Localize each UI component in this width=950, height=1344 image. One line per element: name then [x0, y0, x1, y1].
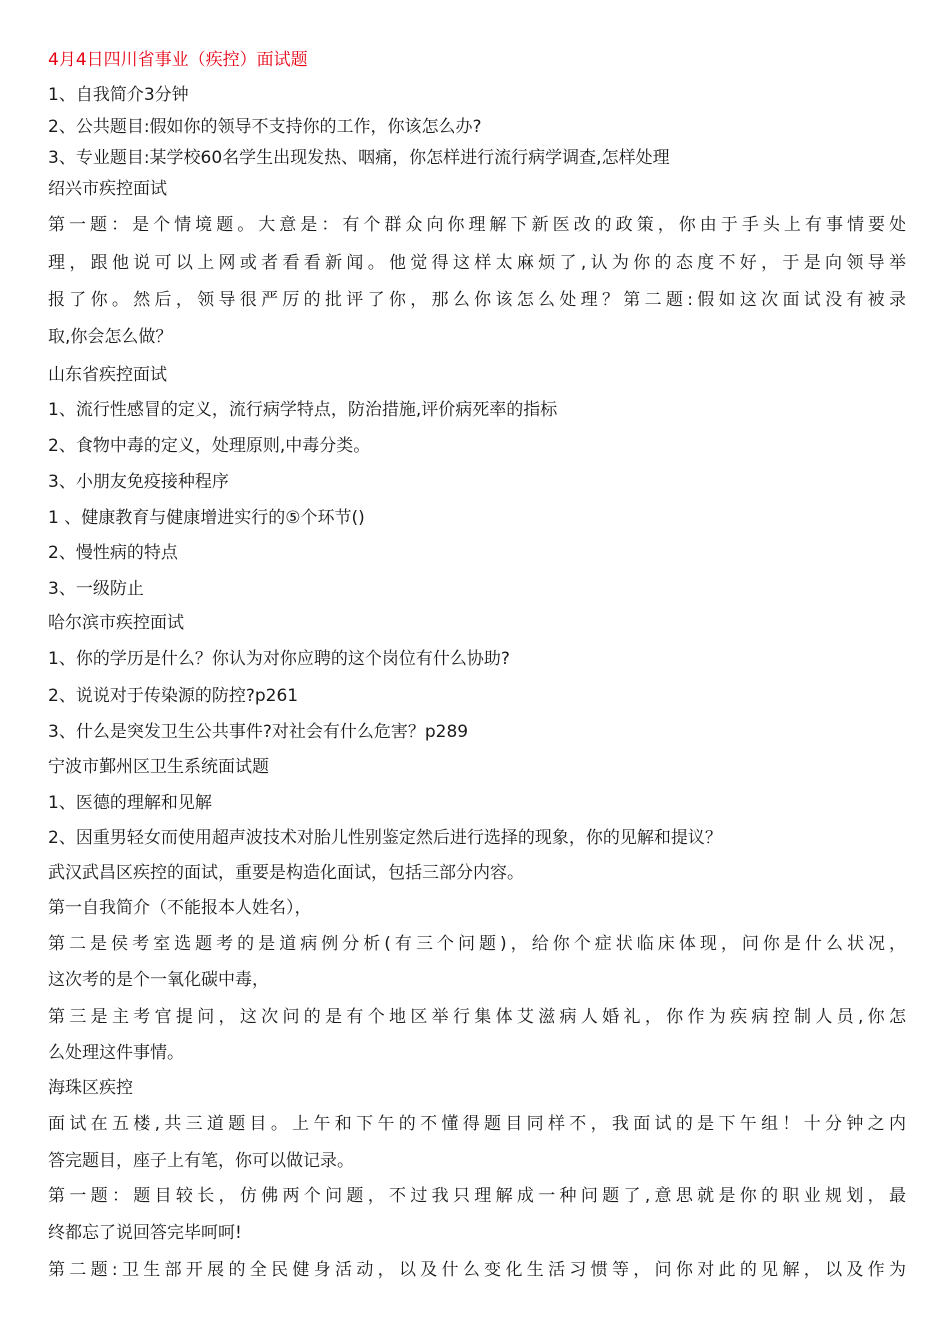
document-title: 4月4日四川省事业（疾控）面试题	[48, 50, 308, 70]
section-heading: 宁波市鄞州区卫生系统面试题	[48, 757, 269, 777]
text-line: 理，跟他说可以上网或者看看新闻。他觉得这样太麻烦了,认为你的态度不好，于是向领导举	[48, 253, 906, 273]
text-line: 3、一级防止	[48, 579, 144, 599]
section-heading: 哈尔滨市疾控面试	[48, 613, 184, 633]
text-line: 这次考的是个一氧化碳中毒，	[48, 970, 269, 990]
text-line: 第一题：题目较长，仿佛两个问题，不过我只理解成一种问题了,意思就是你的职业规划，最	[48, 1186, 906, 1206]
text-line: 第二题:卫生部开展的全民健身活动，以及什么变化生活习惯等，问你对此的见解，以及作为	[48, 1260, 906, 1280]
text-line: 2、说说对于传染源的防控?p261	[48, 686, 299, 706]
section-heading: 海珠区疾控	[48, 1078, 133, 1098]
text-line: 第三是主考官提问，这次问的是有个地区举行集体艾滋病人婚礼，你作为疾病控制人员,你怎	[48, 1007, 906, 1027]
text-line: 2、公共题目:假如你的领导不支持你的工作，你该怎么办?	[48, 117, 482, 137]
text-line: 3、什么是突发卫生公共事件?对社会有什么危害？p289	[48, 722, 469, 742]
text-line: 报了你。然后，领导很严厉的批评了你，那么你该怎么处理？第二题:假如这次面试没有被录	[48, 290, 906, 310]
text-line: 2、因重男轻女而使用超声波技术对胎儿性别鉴定然后进行选择的现象，你的见解和提议？	[48, 828, 722, 848]
text-line: 取,你会怎么做？	[48, 327, 173, 347]
text-line: 1、医德的理解和见解	[48, 793, 212, 813]
text-line: 第一自我简介（不能报本人姓名），	[48, 898, 312, 918]
text-line: 么处理这件事情。	[48, 1043, 184, 1063]
text-line: 1、流行性感冒的定义，流行病学特点，防治措施,评价病死率的指标	[48, 400, 558, 420]
text-line: 2、慢性病的特点	[48, 543, 178, 563]
text-line: 面试在五楼,共三道题目。上午和下午的不懂得题目同样不，我面试的是下午组！十分钟之内	[48, 1114, 906, 1134]
text-line: 终都忘了说回答完毕呵呵!	[48, 1223, 242, 1243]
text-line: 1、你的学历是什么？你认为对你应聘的这个岗位有什么协助?	[48, 649, 510, 669]
section-heading: 武汉武昌区疾控的面试，重要是构造化面试，包括三部分内容。	[48, 863, 524, 883]
text-line: 第二是侯考室选题考的是道病例分析(有三个问题)，给你个症状临床体现，问你是什么状况，	[48, 934, 906, 954]
text-line: 2、食物中毒的定义，处理原则,中毒分类。	[48, 436, 371, 456]
section-heading: 绍兴市疾控面试	[48, 179, 167, 199]
text-line: 1、自我简介3分钟	[48, 85, 189, 105]
text-line: 第一题：是个情境题。大意是：有个群众向你理解下新医改的政策，你由于手头上有事情要处	[48, 215, 906, 235]
section-heading: 山东省疾控面试	[48, 365, 167, 385]
text-line: 答完题目，座子上有笔，你可以做记录。	[48, 1151, 354, 1171]
text-line: 1 、健康教育与健康增进实行的⑤个环节()	[48, 508, 365, 528]
text-line: 3、专业题目:某学校60名学生出现发热、咽痛，你怎样进行流行病学调查,怎样处理	[48, 148, 670, 168]
text-line: 3、小朋友免疫接种程序	[48, 472, 229, 492]
